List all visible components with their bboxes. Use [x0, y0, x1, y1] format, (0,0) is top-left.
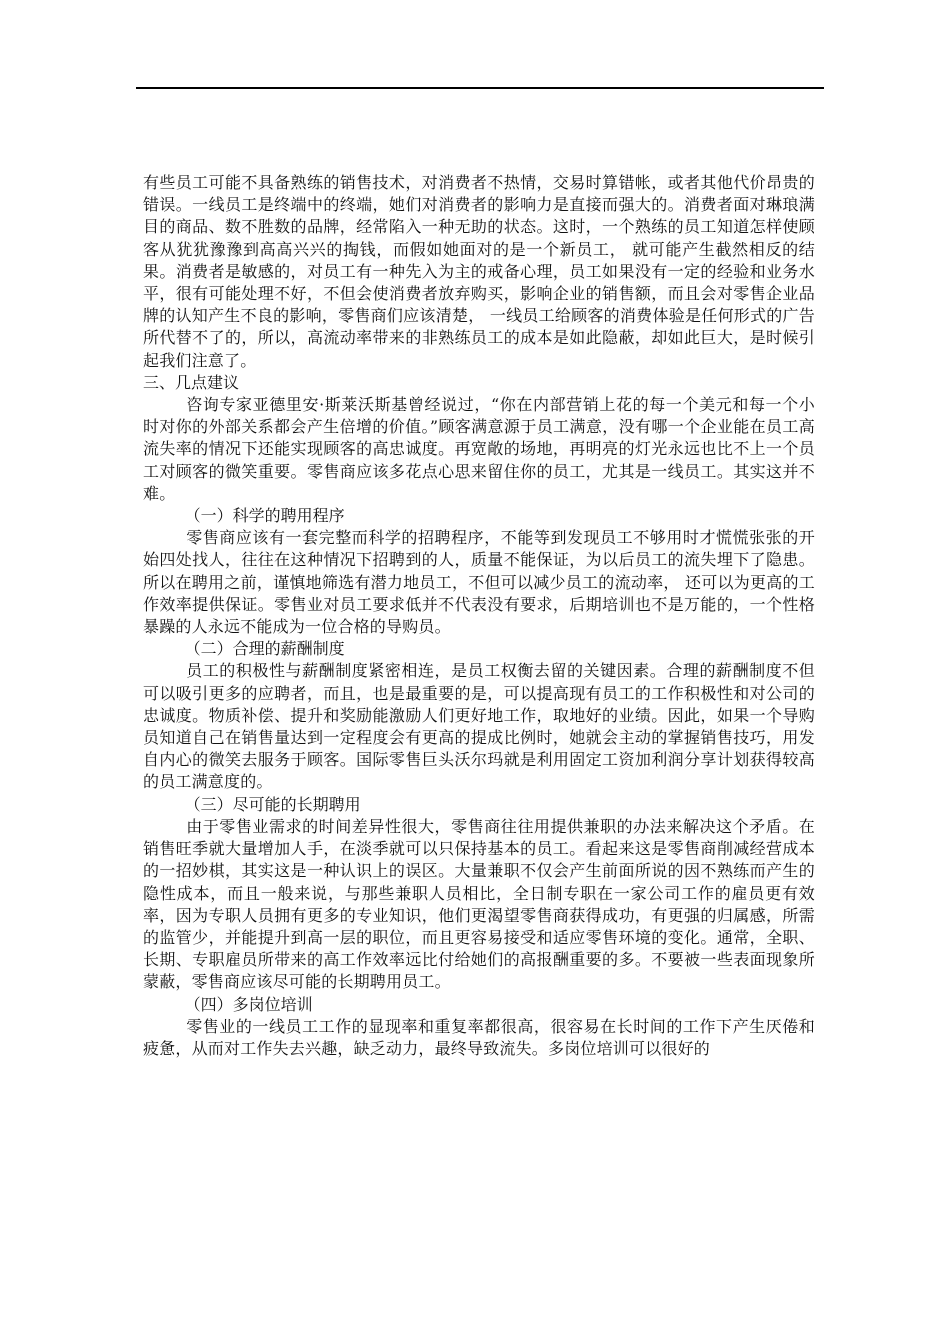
document-body: [143, 172, 815, 1060]
subheading-hiring-procedure: （一）科学的聘用程序: [184, 506, 345, 526]
header-rule: [136, 87, 824, 89]
paragraph-intro: 有些员工可能不具备熟练的销售技术，对消费者不热情，交易时算错帐，或者其他代价昂贵的错误。一线员工是终端中的终端，她们对消费者的影响力是直接而强大的。消费者面对琳琅满目的商品、数不胜数的品牌，经常陷入一种无助的状态。这时，一个熟练的员工知道怎样使顾客从犹犹豫豫到高高兴兴的掏钱，而假如她面对的是一个新员工， 就可能产生截然相反的结果。消费者是敏感的，对员工有一种先入为主的戒备心理，员工如果没有一定的经验和业务水平，很有可能处理不好，不但会使消费者放弃购买，影响企业的销售额，而且会对零售企业品牌的认知产生不良的影响，零售商们应该清楚， 一线员工给顾客的消费体验是任何形式的广告所代替不了的，所以，高流动率带来的非熟练员工的成本是如此隐蔽，却如此巨大，是时候引起我们注意了。: [143, 173, 815, 370]
paragraph-long-term-hiring: 由于零售业需求的时间差异性很大，零售商往往用提供兼职的办法来解决这个矛盾。在销售旺季就大量增加人手，在淡季就可以只保持基本的员工。看起来这是零售商削减经营成本的一招妙棋，其实这是一种认识上的误区。大量兼职不仅会产生前面所说的因不熟练而产生的隐性成本，而且一般来说，与那些兼职人员相比，全日制专职在一家公司工作的雇员更有效率，因为专职人员拥有更多的专业知识，他们更渴望零售商获得成功，有更强的归属感，所需的监管少，并能提升到高一层的职位，而且更容易接受和适应零售环境的变化。通常，全职、长期、专职雇员所带来的高工作效率远比付给她们的高报酬重要的多。不要被一些表面现象所蒙蔽，零售商应该尽可能的长期聘用员工。: [143, 816, 815, 992]
paragraph-compensation: 员工的积极性与薪酬制度紧密相连，是员工权衡去留的关键因素。合理的薪酬制度不但可以吸引更多的应聘者，而且，也是最重要的是，可以提高现有员工的工作积极性和对公司的忠诚度。物质补偿、提升和奖励能激励人们更好地工作，取地好的业绩。因此，如果一个导购员知道自己在销售量达到一定程度会有更高的提成比例时，她就会主动的掌握销售技巧，用发自内心的微笑去服务于顾客。国际零售巨头沃尔玛就是利用固定工资加利润分享计划获得较高的员工满意度的。: [143, 661, 815, 792]
subheading-compensation: （二）合理的薪酬制度: [184, 639, 345, 659]
subheading-long-term-hiring: （三）尽可能的长期聘用: [184, 794, 361, 814]
paragraph-consultant-quote: 咨询专家亚德里安·斯莱沃斯基曾经说过，“你在内部营销上花的每一个美元和每一个小时对你的外部关系都会产生倍增的价值。”顾客满意源于员工满意，没有哪一个企业能在员工高流失率的情况下还能实现顾客的高忠诚度。再宽敞的场地，再明亮的灯光永远也比不上一个员工对顾客的微笑重要。零售商应该多花点心思来留住你的员工，尤其是一线员工。其实这并不难。: [143, 395, 815, 503]
paragraph-hiring-procedure: 零售商应该有一套完整而科学的招聘程序，不能等到发现员工不够用时才慌慌张张的开始四处找人，往往在这种情况下招聘到的人，质量不能保证，为以后员工的流失埋下了隐患。所以在聘用之前，谨慎地筛选有潜力地员工，不但可以减少员工的流动率， 还可以为更高的工作效率提供保证。零售业对员工要求低并不代表没有要求，后期培训也不是万能的，一个性格暴躁的人永远不能成为一位合格的导购员。: [143, 528, 815, 637]
paragraph-cross-training: 零售业的一线员工工作的显现率和重复率都很高，很容易在长时间的工作下产生厌倦和疲惫，从而对工作失去兴趣，缺乏动力，最终导致流失。多岗位培训可以很好的: [143, 1016, 815, 1058]
subheading-cross-training: （四）多岗位培训: [184, 994, 313, 1014]
section-heading-suggestions: 三、几点建议: [143, 372, 240, 392]
